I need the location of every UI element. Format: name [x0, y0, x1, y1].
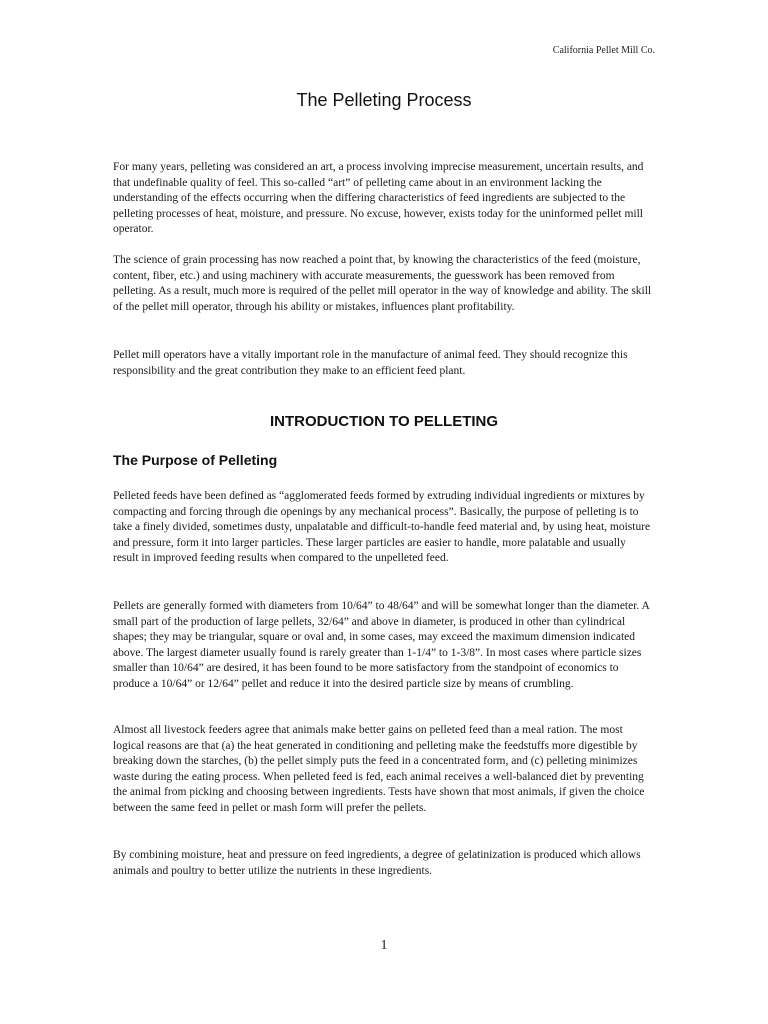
section-heading: INTRODUCTION TO PELLETING	[269, 413, 499, 430]
section-paragraph-3: Almost all livestock feeders agree that animals make better gains on pelleted feed than a meal ration. The most logical reasons are that (a) the heat generated in conditioning and pelleting make the feedstuffs more digestible by breaking down the starches, (b) the pellet simply puts the feed in a concentrated form, and (c) pelleting minimizes waste during the eating process. When pelleted feed is fed, each animal receives a well-balanced diet by preventing the animal from picking and choosing between ingredients. Tests have shown that most animals, if given the choice between the same feed in pellet or mash form will prefer the pellets.	[113, 724, 645, 814]
section-paragraph-1: Pelleted feeds have been defined as “agglomerated feeds formed by extruding individual ingredients or mixtures by compacting and forcing through die openings by any mechanical process”. Basically, the purpose of pelleting is to take a finely divided, sometimes dusty, unpalatable and difficult-to-handle feed material and, by using heat, moisture and pressure, form it into larger particles. These larger particles are easier to handle, more palatable and usually result in improved feeding results when compared to the unpelleted feed.	[113, 490, 651, 565]
section-paragraph-2: Pellets are generally formed with diameters from 10/64” to 48/64” and will be somewhat longer than the diameter. A small part of the production of large pellets, 32/64” and above in diameter, is produced in other than cylindrical shapes; they may be triangular, square or oval and, in some cases, may exceed the maximum dimension indicated above. The largest diameter usually found is rarely greater than 1-1/4” to 1-3/8”. In most cases where particle sizes smaller than 10/64” are desired, it has been found to be more satisfactory from the standpoint of economics to produce a 10/64” or 12/64” pellet and reduce it into the desired particle size by means of crumbling.	[113, 600, 650, 690]
intro-paragraph-3: Pellet mill operators have a vitally important role in the manufacture of animal feed. They should recognize this responsibility and the great contribution they make to an efficient feed plant.	[113, 349, 628, 377]
page-number: 1	[380, 938, 388, 953]
intro-paragraph-1: For many years, pelleting was considered an art, a process involving imprecise measurement, uncertain results, and that undefinable quality of feel. This so-called “art” of pelleting came about in an environment lacking the understanding of the effects occurring when the differing characteristics of feed ingredients are subjected to the pelleting processes of heat, moisture, and pressure. No excuse, however, exists today for the uninformed pellet mill operator.	[113, 161, 644, 236]
section-paragraph-4: By combining moisture, heat and pressure on feed ingredients, a degree of gelatinization is produced which allows animals and poultry to better utilize the nutrients in these ingredients.	[113, 849, 641, 877]
page-title: The Pelleting Process	[296, 90, 472, 110]
header-company-name: California Pellet Mill Co.	[552, 45, 655, 56]
intro-paragraph-2: The science of grain processing has now reached a point that, by knowing the characteristics of the feed (moisture, content, fiber, etc.) and using machinery with accurate measurements, the guesswork has been removed from pelleting. As a result, much more is required of the pellet mill operator in the way of knowledge and ability. The skill of the pellet mill operator, through his ability or mistakes, influences plant profitability.	[113, 254, 652, 313]
section-subheading: The Purpose of Pelleting	[113, 452, 278, 468]
